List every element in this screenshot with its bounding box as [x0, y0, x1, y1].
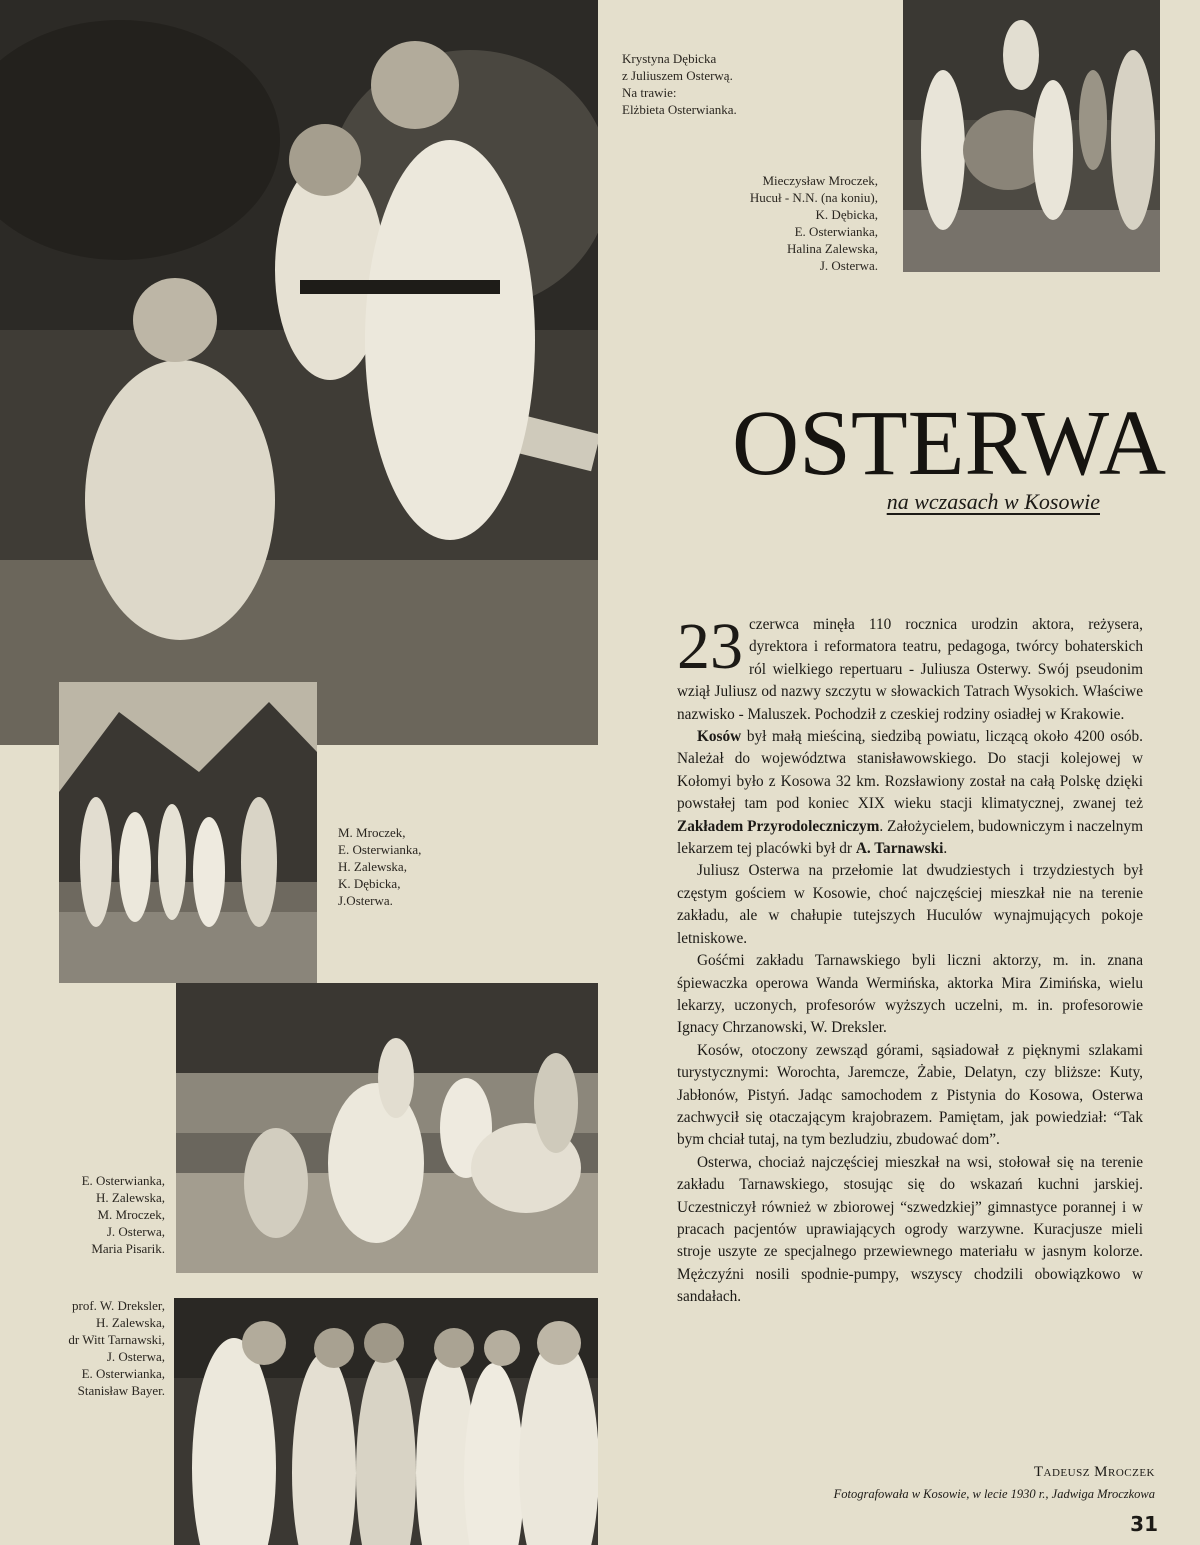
- caption-line: H. Zalewska,: [96, 1315, 165, 1330]
- caption-line: E. Osterwianka,: [338, 842, 422, 857]
- caption-line: K. Dębicka,: [815, 207, 878, 222]
- caption-top-photo: [622, 50, 802, 118]
- article-paragraph: Osterwa, chociaż najczęściej mieszkał na wsi, stołował się na terenie zakładu Tarnawskiego, stosując się do wskazań kuchni jarskiej. Uczestniczył również w zbiorowej “szwedzkiej” gimnastyce porannej i w pracach pacjentów uprawiających ogrody warzywne. Kuracjusze mieli stroje uszyte ze specjalnego przewiewnego materiału w jasnym kolorze. Mężczyźni nosili spodnie-pumpy, wszyscy chodzili obowiązkowo w sandałach.: [677, 1153, 1143, 1306]
- photo-credit: Fotografowała w Kosowie, w lecie 1930 r., Jadwiga Mroczkowa: [833, 1487, 1155, 1501]
- caption-line: E. Osterwianka,: [794, 224, 878, 239]
- bold-term: A. Tarnawski: [855, 840, 944, 858]
- drop-cap: 23: [677, 610, 743, 683]
- article-paragraph: [677, 610, 1143, 726]
- caption-group-photo: [338, 824, 478, 909]
- caption-line: K. Dębicka,: [338, 876, 401, 891]
- page-title: OSTERWA: [731, 392, 1166, 495]
- photo-river-rest: [176, 983, 598, 1273]
- paragraph-text: . Założycielem, budowniczym i naczelnym lekarzem tej placówki był dr: [677, 817, 1143, 858]
- page-number: 31: [1130, 1512, 1158, 1536]
- paragraph-text: był małą mieściną, siedzibą powiatu, liczącą około 4200 osób. Należał do województwa stanisławowskiego. Do stacji kolejowej w Kołomyi było z Kosowa 32 km. Rozsławiony został na całą Polskę dzięki powstałej tam pod koniec XIX wieku stacji klimatycznej, zwanej też: [677, 728, 1143, 813]
- caption-line: z Juliuszem Osterwą.: [622, 68, 733, 83]
- caption-bottom-photo: [10, 1297, 165, 1399]
- article-paragraph: Kosów, otoczony zewsząd górami, sąsiadował z pięknymi szlakami turystycznymi: Worochta, Jaremcze, Żabie, Delatyn, czy bliższe: Kuty, Jabłonów, Pistyń. Jadąc samochodem z Pistynia do Kosowa, Osterwa zachwycił się otaczającym krajobrazem. Pamiętam, jak powiedział: “Tak bym chciał tutaj, na tym bezludziu, zbudować dom”.: [677, 1041, 1143, 1149]
- caption-line: Halina Zalewska,: [787, 241, 878, 256]
- caption-line: Na trawie:: [622, 85, 677, 100]
- caption-river-photo: [20, 1172, 165, 1257]
- caption-line: M. Mroczek,: [97, 1207, 165, 1222]
- caption-line: M. Mroczek,: [338, 825, 406, 840]
- caption-line: Hucuł - N.N. (na koniu),: [749, 190, 878, 205]
- caption-line: E. Osterwianka,: [81, 1366, 165, 1381]
- caption-line: J. Osterwa.: [819, 258, 878, 273]
- caption-line: Elżbieta Osterwianka.: [622, 102, 737, 117]
- article-author: Tadeusz Mroczek: [1033, 1464, 1155, 1480]
- photo-bench-portrait: [0, 0, 598, 745]
- bold-term: Kosów: [697, 728, 742, 746]
- article-body: [677, 610, 1143, 1309]
- caption-line: J. Osterwa,: [106, 1224, 165, 1239]
- photo-mountain-group: [59, 682, 317, 983]
- caption-line: J.Osterwa.: [338, 893, 393, 908]
- article-paragraph: Juliusz Osterwa na przełomie lat dwudziestych i trzydziestych był częstym gościem w Kosowie, choć najczęściej mieszkał nie na terenie zakładu, ale w chałupie tutejszych Huculów wynajmujących pokoje letniskowe.: [677, 862, 1143, 947]
- caption-line: dr Witt Tarnawski,: [68, 1332, 165, 1347]
- article-paragraph: Gośćmi zakładu Tarnawskiego byli liczni aktorzy, m. in. znana śpiewaczka operowa Wanda Wermińska, aktorka Mira Zimińska, wielu lekarzy, uczonych, profesorów wyższych uczelni, m. in. profesorowie Ignacy Chrzanowski, W. Dreksler.: [677, 952, 1143, 1037]
- caption-line: H. Zalewska,: [338, 859, 407, 874]
- caption-line: Krystyna Dębicka: [622, 51, 717, 66]
- photo-group-portrait: [174, 1298, 598, 1545]
- caption-line: E. Osterwianka,: [81, 1173, 165, 1188]
- paragraph-text: .: [943, 840, 948, 858]
- caption-line: Mieczysław Mroczek,: [762, 173, 878, 188]
- caption-line: Maria Pisarik.: [91, 1241, 165, 1256]
- article-paragraph: [677, 726, 1143, 860]
- caption-line: H. Zalewska,: [96, 1190, 165, 1205]
- caption-horse-photo: [700, 172, 878, 274]
- caption-line: J. Osterwa,: [106, 1349, 165, 1364]
- caption-line: prof. W. Dreksler,: [72, 1298, 165, 1313]
- bold-term: Zakładem Przyrodoleczniczym: [677, 817, 880, 835]
- caption-line: Stanisław Bayer.: [77, 1383, 165, 1398]
- paragraph-text: czerwca minęła 110 rocznica urodzin aktora, reżysera, dyrektora i reformatora teatru, pedagoga, twórcy bohaterskich ról wielkiego repertuaru - Juliusza Osterwy. Swój pseudonim wziął Juliusz od nazwy szczytu w słowackich Tatrach Wysokich. Właściwe nazwisko - Maluszek. Pochodził z czeskiej rodziny osiadłej w Krakowie.: [677, 616, 1143, 723]
- page-subtitle: na wczasach w Kosowie: [886, 489, 1100, 514]
- photo-horse-group: [903, 0, 1160, 272]
